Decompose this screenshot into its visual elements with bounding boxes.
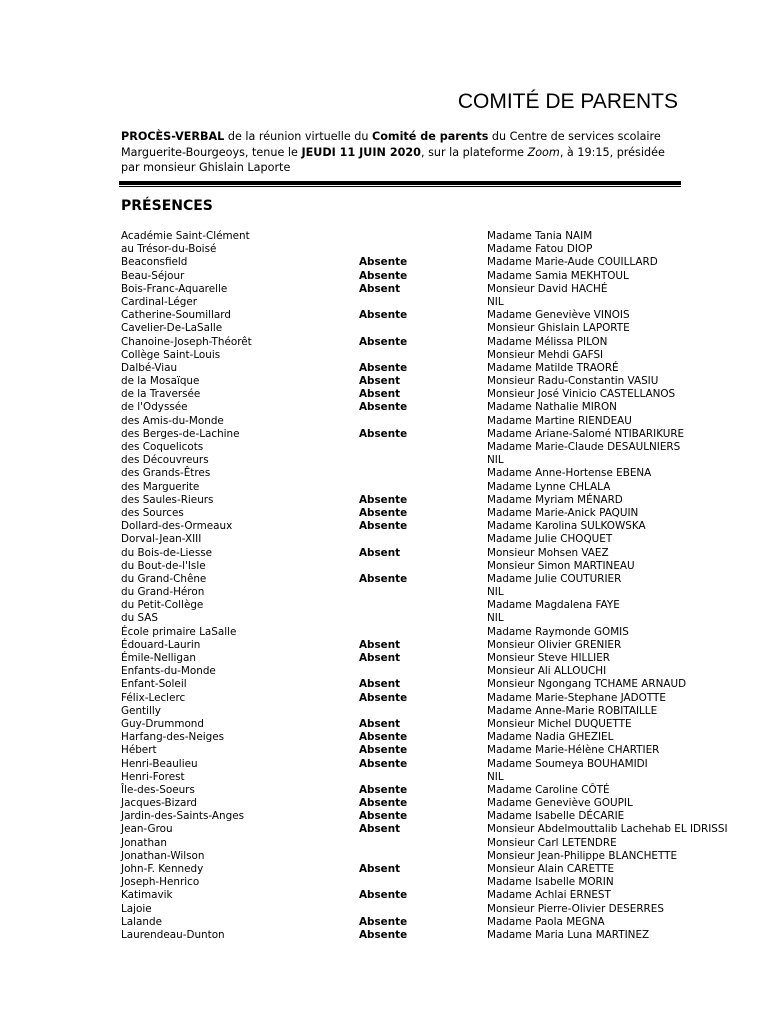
attendance-status: Absente [359,309,408,322]
school-name: Dalbé-Viau [121,361,178,374]
attendance-row [121,639,741,652]
school-name: des Sources [121,506,184,519]
school-name: Édouard-Laurin [121,638,201,651]
attendance-row [121,784,741,797]
attendance-row [121,916,741,929]
school-name: Lalande [121,915,162,928]
attendance-row [121,533,741,546]
attendance-row [121,547,741,560]
representative-name: Monsieur José Vinicio CASTELLANOS [487,388,676,401]
representative-name: Monsieur Ghislain LAPORTE [487,322,630,335]
attendance-row [121,678,741,691]
school-name: de la Traversée [121,388,201,401]
attendance-row [121,665,741,678]
representative-name: Madame Magdalena FAYE [487,599,620,612]
representative-name: Monsieur Ngongang TCHAME ARNAUD [487,678,687,691]
attendance-status: Absent [359,546,401,559]
representative-name: NIL [487,454,504,467]
attendance-row [121,612,741,625]
representative-name: Monsieur Jean-Philippe BLANCHETTE [487,849,678,862]
school-name: du SAS [121,612,158,625]
attendance-row [121,441,741,454]
attendance-row [121,626,741,639]
attendance-row [121,336,741,349]
attendance-row [121,283,741,296]
intro-segment: JEUDI 11 JUIN 2020 [301,145,421,159]
attendance-status: Absent [359,282,401,295]
school-name: du Bout-de-l'Isle [121,559,206,572]
intro-segment: Zoom [527,145,560,159]
representative-name: Madame Anne-Hortense EBENA [487,467,652,480]
school-name: du Grand-Chêne [121,572,207,585]
attendance-status: Absent [359,823,401,836]
representative-name: Madame Isabelle DÉCARIE [487,810,625,823]
school-name: Émile-Nelligan [121,652,196,664]
school-name: du Bois-de-Liesse [121,546,213,559]
attendance-status: Absente [359,506,408,519]
attendance-status: Absente [359,783,408,796]
attendance-status: Absente [359,361,408,374]
attendance-row [121,454,741,467]
section-heading-presences: PRÉSENCES [121,198,213,214]
attendance-row [121,322,741,335]
representative-name: Madame Marie-Stephane JADOTTE [487,691,666,704]
representative-name: Madame Tania NAIM [487,230,593,242]
school-name: Chanoine-Joseph-Théorêt [121,335,252,348]
attendance-status: Absent [359,652,401,664]
attendance-row [121,467,741,480]
representative-name: Madame Lynne CHLALA [487,480,611,493]
representative-name: Monsieur Mohsen VAEZ [487,546,609,559]
attendance-row [121,705,741,718]
attendance-status: Absent [359,717,401,730]
attendance-row [121,731,741,744]
school-name: Beau-Séjour [121,269,185,282]
representative-name: Madame Anne-Marie ROBITAILLE [487,704,658,717]
representative-name: Monsieur Radu-Constantin VASIU [487,375,659,388]
attendance-row [121,876,741,889]
attendance-row [121,270,741,283]
school-name: de la Mosaïque [121,375,200,388]
representative-name: Madame Marie-Aude COUILLARD [487,256,658,269]
representative-name: Monsieur Olivier GRENIER [487,638,622,651]
representative-name: Madame Fatou DIOP [487,243,593,256]
attendance-row [121,494,741,507]
school-name: des Amis-du-Monde [121,414,224,427]
representative-name: Monsieur Steve HILLIER [487,652,610,664]
attendance-status: Absent [359,638,401,651]
representative-name: Monsieur Pierre-Olivier DESERRES [487,902,664,915]
school-name: Enfants-du-Monde [121,665,216,678]
school-name: de l'Odyssée [121,401,188,414]
attendance-row [121,388,741,401]
school-name: Cardinal-Léger [121,295,198,308]
school-name: Dorval-Jean-XIII [121,533,202,546]
attendance-status: Absente [359,915,408,928]
representative-name: Madame Geneviève GOUPIL [487,797,633,810]
meeting-intro-paragraph [121,129,681,176]
attendance-row [121,718,741,731]
representative-name: Madame Marie-Hélène CHARTIER [487,744,660,757]
school-name: Bois-Franc-Aquarelle [121,282,228,295]
attendance-row [121,850,741,863]
attendance-row [121,256,741,269]
representative-name: Madame Isabelle MORIN [487,876,614,889]
attendance-status: Absente [359,757,408,770]
representative-name: Madame Matilde TRAORÉ [487,361,619,374]
representative-name: Madame Soumeya BOUHAMIDI [487,757,648,770]
attendance-row [121,520,741,533]
representative-name: Madame Marie-Anick PAQUIN [487,506,639,519]
representative-name: Madame Julie CHOQUET [487,533,613,546]
school-name: Jean-Grou [121,823,173,836]
attendance-row [121,362,741,375]
school-name: Île-des-Soeurs [121,783,195,796]
attendance-table [121,230,741,942]
school-name: Hébert [121,744,157,757]
attendance-row [121,837,741,850]
representative-name: Madame Achlai ERNEST [487,889,611,902]
school-name: du Petit-Collège [121,599,204,612]
intro-segment: PROCÈS-VERBAL [121,130,225,143]
representative-name: Madame Nathalie MIRON [487,401,617,414]
representative-name: Madame Karolina SULKOWSKA [487,520,646,533]
attendance-row [121,929,741,942]
intro-segment: Comité de parents [372,130,489,143]
attendance-row [121,692,741,705]
attendance-status: Absente [359,797,408,810]
attendance-status: Absent [359,388,401,401]
attendance-row [121,863,741,876]
attendance-row [121,309,741,322]
school-name: au Trésor-du-Boisé [121,243,217,256]
attendance-row [121,415,741,428]
attendance-status: Absente [359,810,408,823]
school-name: Katimavik [121,889,173,902]
representative-name: NIL [487,612,504,625]
attendance-status: Absente [359,335,408,348]
representative-name: Monsieur David HACHÉ [487,282,608,295]
representative-name: NIL [487,770,504,783]
representative-name: Madame Nadia GHEZIEL [487,731,614,744]
representative-name: Monsieur Ali ALLOUCHI [487,665,607,678]
attendance-row [121,599,741,612]
school-name: des Saules-Rieurs [121,493,214,506]
school-name: Jonathan-Wilson [121,849,205,862]
attendance-row [121,771,741,784]
representative-name: Madame Julie COUTURIER [487,572,622,585]
representative-name: Monsieur Mehdi GAFSI [487,348,604,361]
attendance-row [121,230,741,243]
attendance-status: Absente [359,401,408,414]
representative-name: Madame Samia MEKHTOUL [487,269,629,282]
attendance-row [121,481,741,494]
attendance-status: Absente [359,269,408,282]
school-name: Henri-Forest [121,770,185,783]
school-name: Félix-Leclerc [121,691,186,704]
attendance-status: Absente [359,731,408,744]
school-name: Académie Saint-Clément [121,230,250,242]
attendance-row [121,573,741,586]
school-name: Enfant-Soleil [121,678,187,691]
school-name: John-F. Kennedy [121,863,204,875]
attendance-row [121,401,741,414]
representative-name: Monsieur Abdelmouttalib Lachehab EL IDRISSI [487,823,728,836]
school-name: du Grand-Héron [121,586,205,599]
school-name: des Coquelicots [121,441,204,453]
representative-name: Madame Myriam MÉNARD [487,493,623,506]
representative-name: Madame Raymonde GOMIS [487,625,629,638]
attendance-row [121,586,741,599]
representative-name: Madame Ariane-Salomé NTIBARIKURE [487,427,685,440]
representative-name: NIL [487,295,504,308]
school-name: Beaconsfield [121,256,188,269]
school-name: Joseph-Henrico [121,876,200,889]
intro-segment: du Centre de services scolaire Marguerite-Bourgeoys, tenue le [121,130,661,159]
representative-name: Monsieur Alain CARETTE [487,863,615,875]
attendance-row [121,797,741,810]
school-name: Jardin-des-Saints-Anges [121,810,245,823]
school-name: Lajoie [121,902,152,915]
school-name: Catherine-Soumillard [121,309,231,322]
school-name: Guy-Drummond [121,717,204,730]
school-name: Cavelier-De-LaSalle [121,322,223,335]
attendance-status: Absente [359,691,408,704]
attendance-status: Absente [359,493,408,506]
attendance-status: Absente [359,256,408,269]
attendance-row [121,744,741,757]
school-name: École primaire LaSalle [121,625,237,638]
school-name: Laurendeau-Dunton [121,928,225,941]
header-divider-thick [119,181,681,185]
attendance-status: Absent [359,678,401,691]
representative-name: Madame Martine RIENDEAU [487,414,632,427]
attendance-status: Absente [359,744,408,757]
intro-segment: de la réunion virtuelle du [224,130,373,143]
intro-segment: , à 19:15, présidée par monsieur Ghislain Laporte [121,145,665,174]
representative-name: Madame Paola MEGNA [487,915,605,928]
attendance-row [121,758,741,771]
attendance-row [121,428,741,441]
school-name: Dollard-des-Ormeaux [121,520,233,533]
attendance-row [121,349,741,362]
school-name: des Marguerite [121,480,200,493]
page-title: COMITÉ DE PARENTS [457,90,678,113]
attendance-status: Absent [359,863,401,875]
header-divider-thin [119,186,681,187]
attendance-row [121,507,741,520]
school-name: des Grands-Êtres [121,467,211,480]
attendance-row [121,296,741,309]
attendance-row [121,889,741,902]
representative-name: Monsieur Simon MARTINEAU [487,559,635,572]
representative-name: Madame Mélissa PILON [487,335,608,348]
attendance-status: Absente [359,928,408,941]
school-name: des Découvreurs [121,454,209,467]
school-name: Jacques-Bizard [121,797,198,810]
school-name: Henri-Beaulieu [121,757,198,770]
school-name: Jonathan [121,836,167,849]
attendance-row [121,903,741,916]
attendance-status: Absente [359,889,408,902]
attendance-row [121,560,741,573]
attendance-row [121,810,741,823]
school-name: Harfang-des-Neiges [121,731,225,744]
attendance-status: Absente [359,520,408,533]
representative-name: NIL [487,586,504,599]
intro-segment: , sur la plateforme [420,145,528,159]
school-name: des Berges-de-Lachine [121,427,240,440]
attendance-status: Absente [359,427,408,440]
attendance-status: Absent [359,375,401,388]
representative-name: Monsieur Carl LETENDRE [487,836,617,849]
school-name: Gentilly [121,704,161,717]
representative-name: Madame Marie-Claude DESAULNIERS [487,441,681,453]
attendance-row [121,243,741,256]
representative-name: Monsieur Michel DUQUETTE [487,717,632,730]
attendance-row [121,652,741,665]
school-name: Collège Saint-Louis [121,348,221,361]
representative-name: Madame Caroline CÔTÉ [487,783,610,796]
representative-name: Madame Maria Luna MARTINEZ [487,928,650,941]
attendance-status: Absente [359,572,408,585]
attendance-row [121,823,741,836]
attendance-row [121,375,741,388]
representative-name: Madame Geneviève VINOIS [487,309,630,322]
